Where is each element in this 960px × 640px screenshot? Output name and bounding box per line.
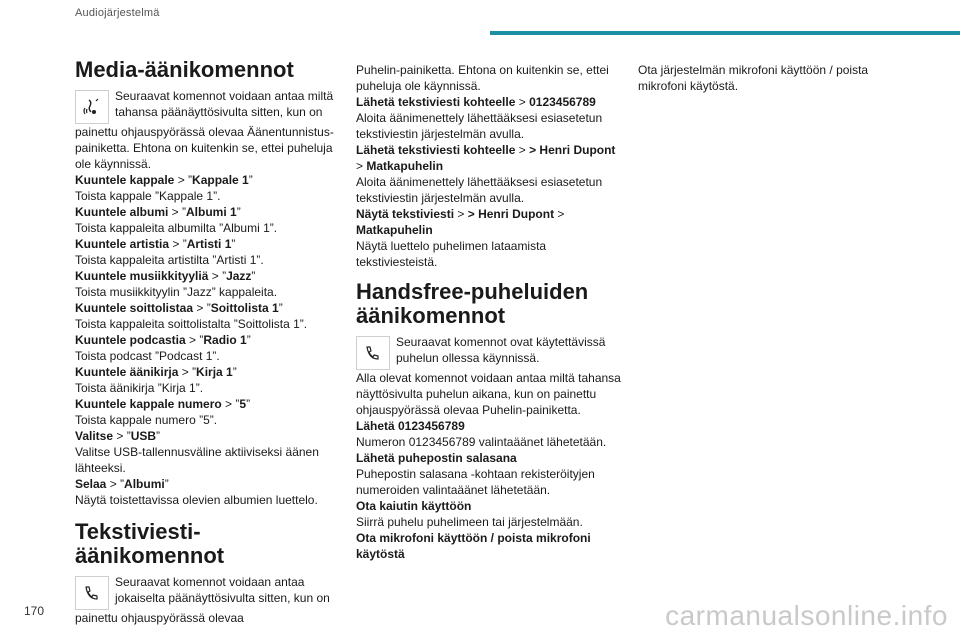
sms-command-1	[356, 94, 624, 110]
sms-command-2-value: > Henri Dupont	[529, 143, 616, 157]
media-command-desc: Toista kappaleita artistilta ”Artisti 1”.	[75, 253, 264, 267]
media-command-desc: Toista kappaleita soittolistalta ”Soittolista 1”.	[75, 317, 308, 331]
handsfree-intro	[356, 334, 624, 370]
media-command-value: Jazz	[226, 269, 252, 283]
sms-command-2-value2: Matkapuhelin	[366, 159, 444, 173]
media-command-label: Kuuntele kappale numero	[75, 397, 222, 411]
sms-command-2-label: Lähetä tekstiviesti kohteelle	[356, 143, 516, 157]
phone-icon	[75, 576, 109, 610]
sms-command-1-label: Lähetä tekstiviesti kohteelle	[356, 95, 516, 109]
handsfree-command-label: Ota kaiutin käyttöön	[356, 499, 472, 513]
sms-command-2-sep2: >	[356, 159, 367, 173]
media-command-sep: > ”	[113, 429, 131, 443]
sms-command-3-desc: Näytä luettelo puhelimen lataamista tekstiviesteistä.	[356, 239, 547, 269]
media-command-desc: Toista kappaleita albumilta ”Albumi 1”.	[75, 221, 278, 235]
handsfree-command	[356, 530, 624, 562]
media-command-value: Artisti 1	[186, 237, 232, 251]
header-accent-bar	[490, 31, 960, 35]
media-command	[75, 332, 343, 348]
media-command	[75, 236, 343, 252]
sms-intro-continued: Puhelin-painiketta. Ehtona on kuitenkin se, ettei puheluja ole käynnissä.	[356, 63, 609, 93]
media-command-end: ”	[156, 429, 161, 443]
media-command-sep: > ”	[168, 205, 187, 219]
media-command-desc: Valitse USB-tallennusväline aktiiviseksi äänen lähteeksi.	[75, 445, 319, 475]
media-command	[75, 268, 343, 284]
column-2	[356, 62, 624, 562]
media-command-end: ”	[232, 365, 237, 379]
handsfree-intro-text-a: Seuraavat komennot ovat käytettävissä puhelun ollessa käynnissä.	[396, 335, 606, 365]
sms-intro	[75, 574, 343, 610]
media-command-label: Kuuntele artistia	[75, 237, 170, 251]
sms-command-2-sep: >	[515, 143, 530, 157]
media-command-end: ”	[236, 205, 241, 219]
media-command-value: Albumi	[124, 477, 165, 491]
media-command-label: Kuuntele musiikkityyliä	[75, 269, 209, 283]
media-command-label: Kuuntele äänikirja	[75, 365, 179, 379]
page-number: 170	[24, 604, 45, 618]
handsfree-command-list	[356, 418, 624, 562]
media-command-label: Valitse	[75, 429, 114, 443]
sms-command-2	[356, 142, 624, 174]
media-command-sep: > ”	[185, 333, 204, 347]
handsfree-command-desc: Siirrä puhelu puhelimeen tai järjestelmään.	[356, 515, 583, 529]
media-command-value: Kirja 1	[196, 365, 233, 379]
media-commands-title: Media-äänikomennot	[75, 57, 294, 82]
media-command	[75, 172, 343, 188]
handsfree-command-label: Ota mikrofoni käyttöön / poista mikrofoni käytöstä	[356, 531, 591, 561]
media-command-end: ”	[248, 173, 253, 187]
media-command-desc: Näytä toistettavissa olevien albumien luettelo.	[75, 493, 318, 507]
media-command-end: ”	[164, 477, 169, 491]
media-command-end: ”	[246, 397, 251, 411]
media-command-desc: Toista äänikirja ”Kirja 1”.	[75, 381, 204, 395]
sms-command-3-sep: >	[454, 207, 468, 221]
media-command	[75, 300, 343, 316]
media-command-desc: Toista musiikkityylin ”Jazz” kappaleita.	[75, 285, 278, 299]
handsfree-command	[356, 418, 624, 434]
media-command-value: USB	[130, 429, 157, 443]
watermark: carmanualsonline.info	[665, 600, 948, 631]
sms-command-3-label: Näytä tekstiviesti	[356, 207, 455, 221]
media-command-sep: > ”	[221, 397, 240, 411]
sms-command-2-desc: Aloita äänimenettely lähettääksesi esiasetetun tekstiviestin järjestelmän avulla.	[356, 175, 603, 205]
media-command-desc: Toista kappale ”Kappale 1”.	[75, 189, 221, 203]
media-command-list	[75, 172, 343, 508]
handsfree-command	[356, 498, 624, 514]
media-command-label: Kuuntele podcastia	[75, 333, 186, 347]
media-command-end: ”	[251, 269, 256, 283]
sms-command-3-sep2: >	[554, 207, 565, 221]
media-command	[75, 396, 343, 412]
media-intro-text-a: Seuraavat komennot voidaan antaa miltä tahansa päänäyttösivulta sitten, kun on	[115, 89, 334, 119]
voice-recognition-icon	[75, 90, 109, 124]
column-3	[638, 62, 906, 94]
media-command-label: Kuuntele albumi	[75, 205, 169, 219]
sms-command-3-value2: Matkapuhelin	[356, 223, 433, 237]
media-command	[75, 476, 343, 492]
media-command-label: Kuuntele kappale	[75, 173, 175, 187]
column-1	[75, 58, 343, 626]
handsfree-command-desc: Puhepostin salasana -kohtaan rekisteröityjen numeroiden valintaäänet lähetetään.	[356, 467, 595, 497]
media-command-value: Soittolista 1	[210, 301, 279, 315]
sms-command-3-value: > Henri Dupont	[467, 207, 555, 221]
media-command-value: Radio 1	[203, 333, 247, 347]
media-command	[75, 364, 343, 380]
media-command-sep: > ”	[169, 237, 187, 251]
sms-command-3	[356, 206, 624, 238]
media-command-value: 5	[239, 397, 247, 411]
handsfree-command-label: Lähetä puhepostin salasana	[356, 451, 517, 465]
sms-command-1-value: 0123456789	[529, 95, 596, 109]
sms-command-1-sep: >	[515, 95, 530, 109]
media-command	[75, 428, 343, 444]
media-command	[75, 204, 343, 220]
media-command-sep: > ”	[106, 477, 125, 491]
media-command-sep: > ”	[193, 301, 211, 315]
media-command-sep: > ”	[178, 365, 197, 379]
media-command-end: ”	[246, 333, 251, 347]
media-command-sep: > ”	[208, 269, 227, 283]
media-command-label: Selaa	[75, 477, 107, 491]
media-command-desc: Toista kappale numero ”5”.	[75, 413, 218, 427]
handsfree-command-desc: Numeron 0123456789 valintaäänet lähetetään.	[356, 435, 607, 449]
media-command-value: Albumi 1	[186, 205, 237, 219]
section-header: Audiojärjestelmä	[75, 7, 160, 19]
sms-command-1-desc: Aloita äänimenettely lähettääksesi esiasetetun tekstiviestin järjestelmän avulla.	[356, 111, 603, 141]
handsfree-intro-text-b: Alla olevat komennot voidaan antaa miltä tahansa näyttösivulta puhelun aikana, kun on painettu ohjauspyörässä olevaa Puhelin-painiketta.	[356, 371, 621, 417]
sms-intro-text-a: Seuraavat komennot voidaan antaa jokaiselta päänäyttösivulta sitten, kun on	[115, 575, 330, 605]
media-command-value: Kappale 1	[192, 173, 249, 187]
media-intro-text-b: painettu ohjauspyörässä olevaa Äänentunnistus-painiketta. Ehtona on kuitenkin se, ettei puheluja ole käynnissä.	[75, 125, 334, 171]
media-command-sep: > ”	[174, 173, 193, 187]
media-command-label: Kuuntele soittolistaa	[75, 301, 194, 315]
handsfree-commands-title: Handsfree-puheluiden äänikomennot	[356, 279, 589, 328]
handsfree-command-label: Lähetä 0123456789	[356, 419, 465, 433]
media-command-end: ”	[231, 237, 236, 251]
media-intro	[75, 88, 343, 124]
handsfree-command	[356, 450, 624, 466]
sms-intro-text-b: painettu ohjauspyörässä olevaa	[75, 611, 244, 625]
microphone-desc: Ota järjestelmän mikrofoni käyttöön / poista mikrofoni käytöstä.	[638, 63, 869, 93]
media-command-end: ”	[278, 301, 283, 315]
phone-icon	[356, 336, 390, 370]
media-command-desc: Toista podcast ”Podcast 1”.	[75, 349, 220, 363]
sms-commands-title: Tekstiviesti-äänikomennot	[75, 519, 225, 568]
